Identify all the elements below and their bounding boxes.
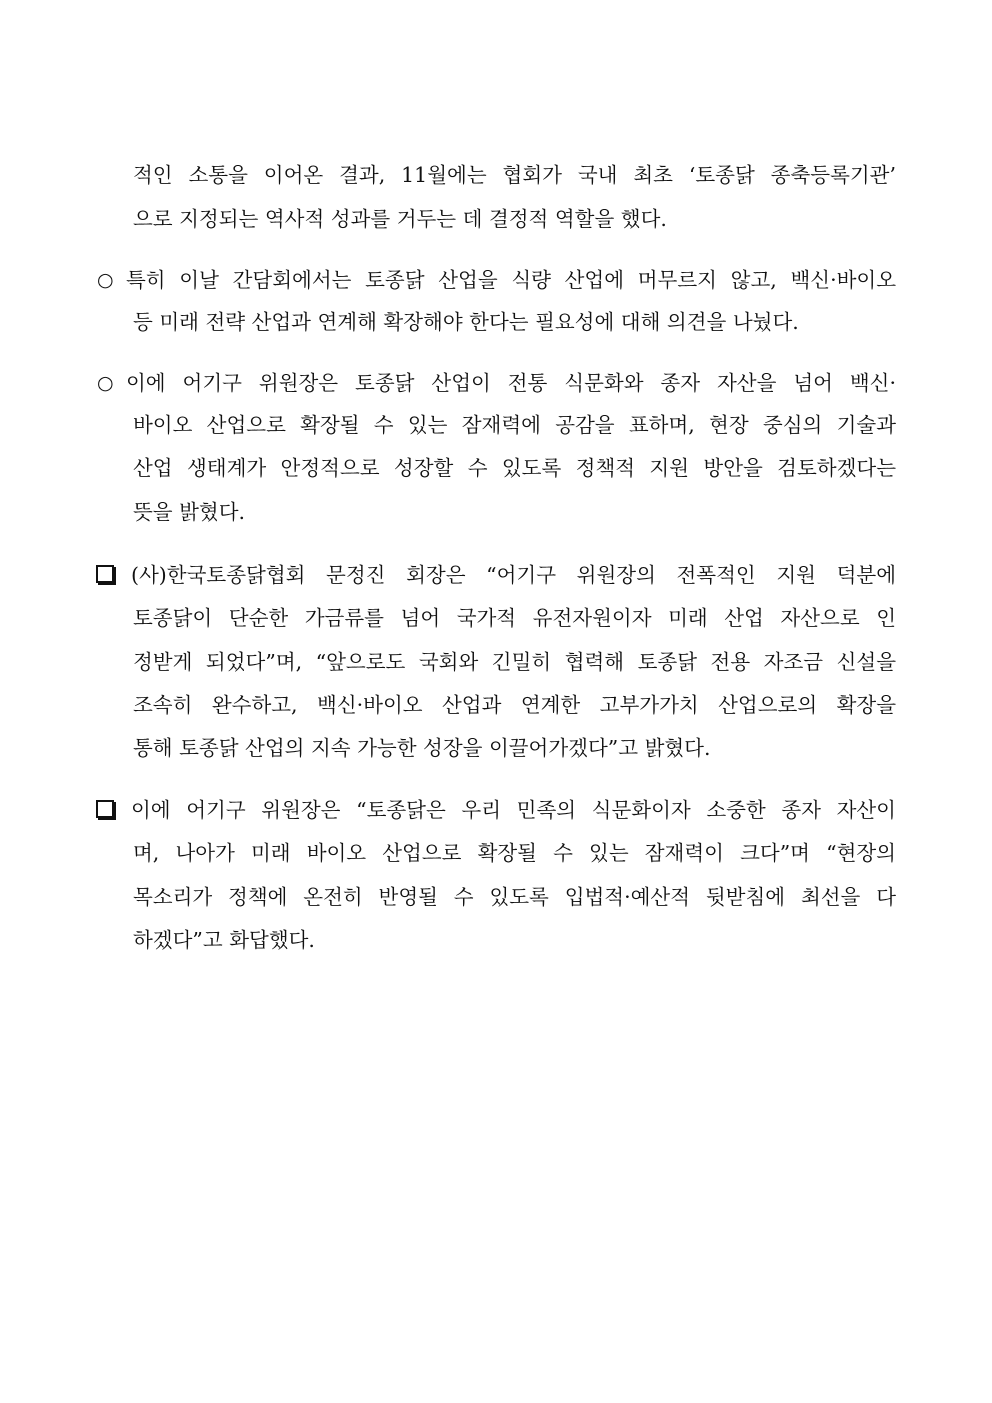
- paragraph-line: (사)한국토종닭협회 문정진 회장은 “어기구 위원장의 전폭적인 지원 덕분에: [131, 563, 896, 587]
- paragraph-line: 목소리가 정책에 온전히 반영될 수 있도록 입법적·예산적 뒷받침에 최선을 다: [133, 885, 896, 909]
- paragraph-line: 적인 소통을 이어온 결과, 11월에는 협회가 국내 최초 ‘토종닭 종축등록기관’: [133, 163, 896, 187]
- paragraph-line: 산업 생태계가 안정적으로 성장할 수 있도록 정책적 지원 방안을 검토하겠다는: [133, 456, 896, 480]
- paragraph-line: 이에 어기구 위원장은 “토종닭은 우리 민족의 식문화이자 소중한 종자 자산이: [131, 798, 896, 822]
- paragraph-line: 며, 나아가 미래 바이오 산업으로 확장될 수 있는 잠재력이 크다”며 “현장의: [133, 841, 896, 865]
- checkbox-square-icon: [96, 565, 114, 583]
- circle-bullet-icon: ○: [97, 269, 114, 291]
- checkbox-square-icon: [96, 800, 114, 818]
- paragraph-line: 바이오 산업으로 확장될 수 있는 잠재력에 공감을 표하며, 현장 중심의 기술과: [133, 413, 896, 437]
- paragraph-line: 통해 토종닭 산업의 지속 가능한 성장을 이끌어가겠다”고 밝혔다.: [133, 736, 711, 760]
- paragraph-line: 으로 지정되는 역사적 성과를 거두는 데 결정적 역할을 했다.: [133, 207, 667, 231]
- paragraph-line: 조속히 완수하고, 백신·바이오 산업과 연계한 고부가가치 산업으로의 확장을: [133, 693, 896, 717]
- paragraph-line: 정받게 되었다”며, “앞으로도 국회와 긴밀히 협력해 토종닭 전용 자조금 신설을: [133, 650, 896, 674]
- paragraph-line: 토종닭이 단순한 가금류를 넘어 국가적 유전자원이자 미래 산업 자산으로 인: [133, 606, 896, 630]
- paragraph-line: 이에 어기구 위원장은 토종닭 산업이 전통 식문화와 종자 자산을 넘어 백신·: [126, 371, 896, 395]
- paragraph-line: 등 미래 전략 산업과 연계해 확장해야 한다는 필요성에 대해 의견을 나눴다.: [133, 310, 799, 334]
- paragraph-line: 하겠다”고 화답했다.: [133, 928, 315, 952]
- paragraph-line: 뜻을 밝혔다.: [133, 500, 246, 524]
- circle-bullet-icon: ○: [97, 372, 114, 394]
- paragraph-line: 특히 이날 간담회에서는 토종닭 산업을 식량 산업에 머무르지 않고, 백신·바이오: [126, 268, 896, 292]
